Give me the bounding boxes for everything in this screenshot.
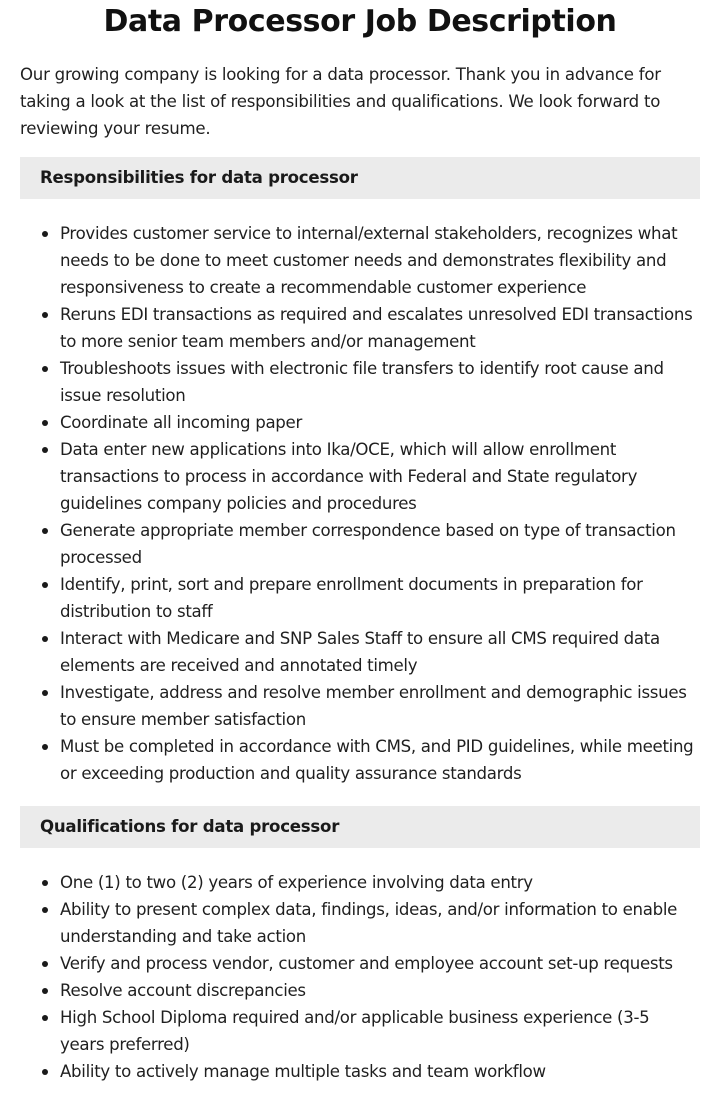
list-item-text: Identify, print, sort and prepare enrollment documents in preparation for distribution to staff [60,575,643,621]
list-item-text: Data enter new applications into Ika/OCE, which will allow enrollment transactions to process in accordance with Federal and State regulatory guidelines company policies and procedures [60,440,638,513]
list-item-text: Provides customer service to internal/external stakeholders, recognizes what needs to be done to meet customer needs and demonstrates flexibility and responsiveness to create a recommendable customer experience [60,224,678,297]
list-item-text: Ability to actively manage multiple tasks and team workflow [60,1062,546,1081]
responsibilities-list [0,220,720,787]
bullet-icon [42,312,48,318]
bullet-icon [42,366,48,372]
list-item-text: Coordinate all incoming paper [60,413,302,432]
page-title: Data Processor Job Description [103,4,617,39]
list-item-text: Generate appropriate member correspondence based on type of transaction processed [60,521,676,567]
list-item [60,409,698,436]
bullet-icon [42,447,48,453]
list-item-text: Must be completed in accordance with CMS, and PID guidelines, while meeting or exceeding production and quality assurance standards [60,737,694,783]
list-item [60,301,698,355]
bullet-icon [42,961,48,967]
list-item-text: Verify and process vendor, customer and employee account set-up requests [60,954,673,973]
list-item-text: Investigate, address and resolve member enrollment and demographic issues to ensure member satisfaction [60,683,687,729]
intro-paragraph: Our growing company is looking for a data processor. Thank you in advance for taking a look at the list of responsibilities and qualifications. We look forward to reviewing your resume. [20,65,661,138]
bullet-icon [42,1069,48,1075]
list-item [60,571,698,625]
bullet-icon [42,988,48,994]
bullet-icon [42,690,48,696]
bullet-icon [42,582,48,588]
bullet-icon [42,907,48,913]
list-item [60,625,698,679]
bullet-icon [42,744,48,750]
list-item [60,1004,698,1058]
list-item [60,220,698,301]
qualifications-list [0,869,720,1085]
list-item-text: Troubleshoots issues with electronic file transfers to identify root cause and issue resolution [60,359,664,405]
list-item [60,436,698,517]
list-item-text: Ability to present complex data, findings, ideas, and/or information to enable understanding and take action [60,900,678,946]
list-item-text: Reruns EDI transactions as required and escalates unresolved EDI transactions to more senior team members and/or management [60,305,693,351]
bullet-icon [42,528,48,534]
bullet-icon [42,231,48,237]
list-item [60,977,698,1004]
bullet-icon [42,420,48,426]
list-item [60,733,698,787]
list-item [60,950,698,977]
list-item [60,679,698,733]
list-item-text: Resolve account discrepancies [60,981,306,1000]
list-item-text: High School Diploma required and/or applicable business experience (3-5 years preferred) [60,1008,650,1054]
list-item [60,517,698,571]
list-item [60,869,698,896]
responsibilities-heading: Responsibilities for data processor [20,157,700,199]
bullet-icon [42,636,48,642]
qualifications-heading: Qualifications for data processor [20,806,700,848]
list-item [60,355,698,409]
list-item-text: One (1) to two (2) years of experience involving data entry [60,873,533,892]
list-item [60,1058,698,1085]
list-item [60,896,698,950]
list-item-text: Interact with Medicare and SNP Sales Staff to ensure all CMS required data elements are received and annotated timely [60,629,660,675]
bullet-icon [42,1015,48,1021]
bullet-icon [42,880,48,886]
